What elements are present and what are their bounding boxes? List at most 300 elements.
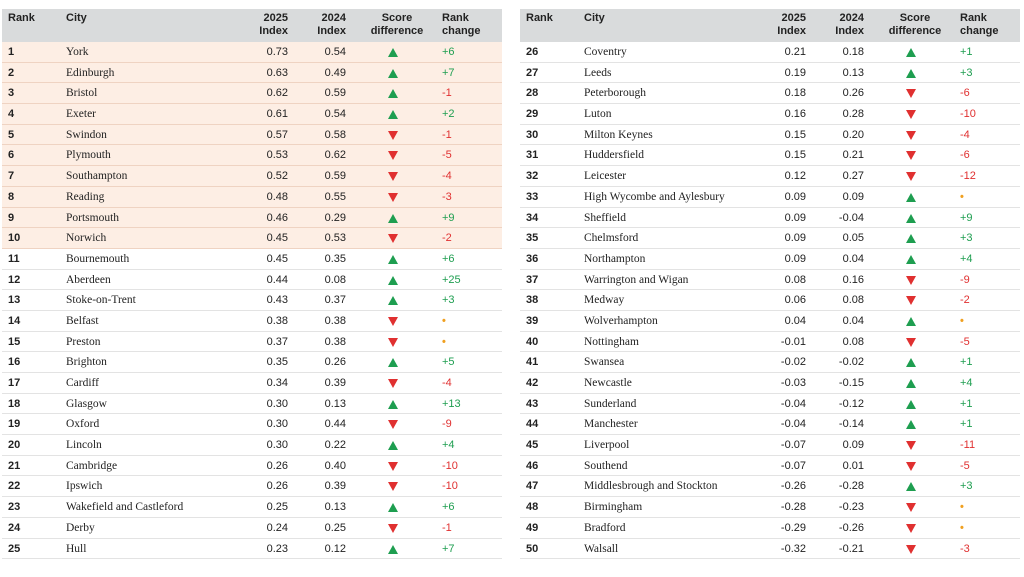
cell-rank: 6 bbox=[8, 149, 15, 162]
table-row bbox=[2, 456, 502, 477]
cell-2024-index: 0.21 bbox=[842, 149, 864, 162]
table-row bbox=[520, 83, 1020, 104]
triangle-up-icon bbox=[906, 193, 916, 202]
header-2025-index: 2025 Index bbox=[777, 12, 806, 37]
triangle-down-icon bbox=[388, 379, 398, 388]
table-row bbox=[2, 208, 502, 229]
triangle-down-icon bbox=[906, 524, 916, 533]
triangle-down-icon bbox=[388, 193, 398, 202]
cell-rank: 24 bbox=[8, 521, 21, 534]
cell-city: Middlesbrough and Stockton bbox=[584, 480, 718, 493]
cell-rank: 34 bbox=[526, 211, 539, 224]
cell-city: Birmingham bbox=[584, 501, 643, 514]
cell-rank: 48 bbox=[526, 501, 539, 514]
cell-score-difference bbox=[904, 86, 918, 100]
cell-2024-index: 0.08 bbox=[324, 273, 346, 286]
table-row bbox=[2, 270, 502, 291]
cell-rank: 47 bbox=[526, 480, 539, 493]
cell-2024-index: 0.22 bbox=[324, 439, 346, 452]
table-row bbox=[520, 187, 1020, 208]
cell-rank: 38 bbox=[526, 294, 539, 307]
cell-2025-index: -0.26 bbox=[780, 480, 806, 493]
triangle-down-icon bbox=[906, 110, 916, 119]
cell-rank: 26 bbox=[526, 46, 539, 58]
triangle-down-icon bbox=[906, 338, 916, 347]
cell-2024-index: 0.13 bbox=[842, 66, 864, 79]
cell-rank: 39 bbox=[526, 314, 539, 327]
triangle-down-icon bbox=[388, 172, 398, 181]
cell-2024-index: 0.59 bbox=[324, 170, 346, 183]
cell-rank-change: -10 bbox=[960, 108, 976, 121]
cell-2025-index: 0.16 bbox=[784, 108, 806, 121]
cell-score-difference bbox=[386, 107, 400, 121]
cell-2024-index: 0.27 bbox=[842, 170, 864, 183]
cell-rank-change: • bbox=[960, 314, 964, 327]
table-row bbox=[2, 228, 502, 249]
cell-2024-index: 0.59 bbox=[324, 87, 346, 100]
cell-2024-index: 0.01 bbox=[842, 459, 864, 472]
cell-rank-change: +6 bbox=[442, 501, 455, 514]
cell-rank-change: -4 bbox=[960, 128, 970, 141]
cell-score-difference bbox=[904, 293, 918, 307]
cell-2025-index: -0.04 bbox=[780, 397, 806, 410]
cell-2025-index: 0.63 bbox=[266, 66, 288, 79]
cell-2024-index: 0.16 bbox=[842, 273, 864, 286]
cell-score-difference bbox=[386, 417, 400, 431]
table-body bbox=[520, 42, 1020, 559]
cell-city: Norwich bbox=[66, 232, 107, 245]
cell-city: Walsall bbox=[584, 542, 619, 555]
triangle-up-icon bbox=[906, 214, 916, 223]
cell-2025-index: 0.57 bbox=[266, 128, 288, 141]
cell-2025-index: 0.61 bbox=[266, 108, 288, 121]
triangle-down-icon bbox=[388, 131, 398, 140]
cell-city: Liverpool bbox=[584, 439, 630, 452]
cell-rank: 33 bbox=[526, 190, 539, 203]
cell-score-difference bbox=[386, 231, 400, 245]
cell-rank-change: +6 bbox=[442, 252, 455, 265]
cell-rank: 19 bbox=[8, 418, 21, 431]
cell-city: Manchester bbox=[584, 418, 638, 431]
cell-2025-index: -0.07 bbox=[780, 439, 806, 452]
triangle-down-icon bbox=[906, 462, 916, 471]
cell-rank: 22 bbox=[8, 480, 21, 493]
cell-score-difference bbox=[386, 335, 400, 349]
cell-2025-index: 0.46 bbox=[266, 211, 288, 224]
triangle-down-icon bbox=[388, 524, 398, 533]
cell-city: Southend bbox=[584, 459, 628, 472]
cell-2025-index: 0.48 bbox=[266, 190, 288, 203]
header-rank: Rank bbox=[8, 12, 35, 24]
cell-rank-change: -6 bbox=[960, 87, 970, 100]
table-row bbox=[2, 311, 502, 332]
cell-2024-index: 0.38 bbox=[324, 314, 346, 327]
triangle-up-icon bbox=[388, 400, 398, 409]
triangle-up-icon bbox=[906, 420, 916, 429]
cell-2024-index: -0.28 bbox=[838, 480, 864, 493]
cell-rank-change: +3 bbox=[442, 294, 455, 307]
table-row bbox=[2, 476, 502, 497]
cell-2025-index: -0.04 bbox=[780, 418, 806, 431]
cell-2024-index: -0.23 bbox=[838, 501, 864, 514]
cell-score-difference bbox=[386, 500, 400, 514]
cell-rank: 42 bbox=[526, 377, 539, 389]
cell-city: Northampton bbox=[584, 252, 646, 265]
cell-rank-change: -11 bbox=[960, 439, 976, 452]
cell-city: Hull bbox=[66, 542, 87, 555]
cell-2024-index: 0.25 bbox=[324, 521, 346, 534]
triangle-up-icon bbox=[388, 296, 398, 305]
table-row bbox=[520, 373, 1020, 394]
cell-2025-index: 0.09 bbox=[784, 211, 806, 224]
cell-2024-index: 0.08 bbox=[842, 294, 864, 307]
cell-rank-change: -1 bbox=[442, 87, 452, 100]
cell-score-difference bbox=[386, 273, 400, 287]
cell-score-difference bbox=[904, 128, 918, 142]
header-2024-index: 2024 Index bbox=[317, 12, 346, 37]
cell-rank: 35 bbox=[526, 232, 539, 245]
cell-city: Reading bbox=[66, 190, 105, 203]
cell-rank-change: -10 bbox=[442, 459, 458, 472]
cell-2024-index: 0.04 bbox=[842, 252, 864, 265]
triangle-up-icon bbox=[906, 48, 916, 57]
cell-2024-index: 0.40 bbox=[324, 459, 346, 472]
cell-score-difference bbox=[386, 293, 400, 307]
cell-city: Oxford bbox=[66, 418, 100, 431]
table-row bbox=[2, 104, 502, 125]
cell-rank: 7 bbox=[8, 170, 15, 183]
cell-rank: 37 bbox=[526, 273, 539, 286]
table-row bbox=[2, 518, 502, 539]
cell-2025-index: 0.30 bbox=[266, 439, 288, 452]
cell-2025-index: 0.62 bbox=[266, 87, 288, 100]
cell-rank-change: -5 bbox=[960, 335, 970, 348]
cell-rank-change: -9 bbox=[442, 418, 452, 431]
triangle-down-icon bbox=[388, 420, 398, 429]
triangle-up-icon bbox=[388, 214, 398, 223]
cell-city: Bournemouth bbox=[66, 252, 130, 265]
cell-score-difference bbox=[386, 190, 400, 204]
cell-score-difference bbox=[904, 542, 918, 556]
cell-2025-index: 0.35 bbox=[266, 356, 288, 369]
triangle-up-icon bbox=[388, 110, 398, 119]
cell-2025-index: 0.09 bbox=[784, 190, 806, 203]
cell-2024-index: 0.62 bbox=[324, 149, 346, 162]
cell-2025-index: 0.38 bbox=[266, 314, 288, 327]
cell-rank-change: • bbox=[960, 501, 964, 514]
cell-2025-index: 0.26 bbox=[266, 480, 288, 493]
cell-rank-change: -3 bbox=[442, 190, 452, 203]
triangle-up-icon bbox=[388, 276, 398, 285]
triangle-down-icon bbox=[906, 131, 916, 140]
triangle-down-icon bbox=[388, 151, 398, 160]
cell-score-difference bbox=[904, 314, 918, 328]
table-row bbox=[520, 63, 1020, 84]
triangle-up-icon bbox=[388, 503, 398, 512]
cell-score-difference bbox=[904, 521, 918, 535]
cell-2025-index: 0.30 bbox=[266, 418, 288, 431]
cell-rank-change: -1 bbox=[442, 128, 452, 141]
table-row bbox=[520, 270, 1020, 291]
cell-rank-change: -4 bbox=[442, 377, 452, 389]
cell-2024-index: 0.53 bbox=[324, 232, 346, 245]
header-2025-index: 2025 Index bbox=[259, 12, 288, 37]
cell-2024-index: 0.12 bbox=[324, 542, 346, 555]
cell-score-difference bbox=[386, 542, 400, 556]
cell-2024-index: 0.28 bbox=[842, 108, 864, 121]
triangle-down-icon bbox=[388, 317, 398, 326]
cell-2025-index: 0.26 bbox=[266, 459, 288, 472]
table-row bbox=[2, 63, 502, 84]
triangle-up-icon bbox=[906, 358, 916, 367]
table-row bbox=[520, 42, 1020, 63]
cell-rank-change: -9 bbox=[960, 273, 970, 286]
cell-rank: 4 bbox=[8, 108, 15, 121]
table-row bbox=[2, 125, 502, 146]
header-score-difference: Score difference bbox=[888, 12, 942, 37]
table-row bbox=[2, 187, 502, 208]
cell-2024-index: -0.15 bbox=[838, 377, 864, 389]
table-row bbox=[520, 125, 1020, 146]
cell-rank: 13 bbox=[8, 294, 21, 307]
cell-rank: 2 bbox=[8, 66, 15, 79]
cell-rank-change: -5 bbox=[442, 149, 452, 162]
cell-rank-change: +2 bbox=[442, 108, 455, 121]
triangle-up-icon bbox=[388, 89, 398, 98]
cell-score-difference bbox=[386, 314, 400, 328]
cell-rank: 30 bbox=[526, 128, 539, 141]
cell-city: Peterborough bbox=[584, 87, 646, 100]
cell-2025-index: 0.21 bbox=[784, 46, 806, 58]
table-row bbox=[520, 414, 1020, 435]
cell-city: Aberdeen bbox=[66, 273, 111, 286]
triangle-up-icon bbox=[906, 400, 916, 409]
cell-rank-change: -10 bbox=[442, 480, 458, 493]
cell-score-difference bbox=[386, 521, 400, 535]
cell-rank: 44 bbox=[526, 418, 539, 431]
cell-score-difference bbox=[904, 169, 918, 183]
cell-2025-index: 0.44 bbox=[266, 273, 288, 286]
cell-2025-index: 0.23 bbox=[266, 542, 288, 555]
cell-2024-index: 0.04 bbox=[842, 314, 864, 327]
table-row bbox=[2, 373, 502, 394]
cell-score-difference bbox=[904, 148, 918, 162]
cell-2024-index: -0.21 bbox=[838, 542, 864, 555]
cell-rank: 18 bbox=[8, 397, 21, 410]
table-row bbox=[520, 352, 1020, 373]
table-row bbox=[520, 166, 1020, 187]
cell-2025-index: 0.25 bbox=[266, 501, 288, 514]
cell-city: York bbox=[66, 46, 89, 58]
triangle-up-icon bbox=[906, 379, 916, 388]
cell-2025-index: 0.08 bbox=[784, 273, 806, 286]
cell-score-difference bbox=[386, 86, 400, 100]
cell-rank-change: +4 bbox=[960, 377, 973, 389]
cell-rank-change: -3 bbox=[960, 542, 970, 555]
cell-score-difference bbox=[386, 459, 400, 473]
cell-2025-index: 0.37 bbox=[266, 335, 288, 348]
triangle-down-icon bbox=[906, 89, 916, 98]
cell-city: Ipswich bbox=[66, 480, 103, 493]
cell-score-difference bbox=[386, 438, 400, 452]
cell-rank: 9 bbox=[8, 211, 15, 224]
cell-city: Milton Keynes bbox=[584, 128, 653, 141]
cell-rank: 40 bbox=[526, 335, 539, 348]
cell-rank: 27 bbox=[526, 66, 539, 79]
cell-rank-change: -6 bbox=[960, 149, 970, 162]
cell-city: Chelmsford bbox=[584, 232, 639, 245]
cell-rank: 41 bbox=[526, 356, 539, 369]
table-row bbox=[2, 497, 502, 518]
cell-rank: 16 bbox=[8, 356, 21, 369]
cell-rank-change: +5 bbox=[442, 356, 455, 369]
cell-city: Cambridge bbox=[66, 459, 118, 472]
cell-2024-index: -0.14 bbox=[838, 418, 864, 431]
cell-score-difference bbox=[386, 45, 400, 59]
table-row bbox=[2, 145, 502, 166]
cell-2025-index: 0.34 bbox=[266, 377, 288, 389]
table-row bbox=[520, 145, 1020, 166]
cell-2025-index: -0.32 bbox=[780, 542, 806, 555]
cell-rank: 31 bbox=[526, 149, 539, 162]
cell-2024-index: -0.26 bbox=[838, 521, 864, 534]
header-rank-change: Rank change bbox=[960, 12, 999, 37]
cell-2025-index: -0.29 bbox=[780, 521, 806, 534]
table-row bbox=[520, 539, 1020, 560]
cell-2024-index: 0.26 bbox=[842, 87, 864, 100]
table-row bbox=[520, 311, 1020, 332]
cell-rank: 28 bbox=[526, 87, 539, 100]
cell-rank-change: +1 bbox=[960, 397, 973, 410]
cell-city: Sheffield bbox=[584, 211, 626, 224]
cell-rank-change: -4 bbox=[442, 170, 452, 183]
cell-city: Stoke-on-Trent bbox=[66, 294, 136, 307]
triangle-up-icon bbox=[388, 255, 398, 264]
cell-2024-index: 0.09 bbox=[842, 439, 864, 452]
cell-rank: 43 bbox=[526, 397, 539, 410]
cell-2025-index: -0.02 bbox=[780, 356, 806, 369]
triangle-down-icon bbox=[906, 172, 916, 181]
triangle-down-icon bbox=[388, 462, 398, 471]
cell-city: Cardiff bbox=[66, 377, 100, 389]
table-header bbox=[520, 9, 1020, 42]
table-row bbox=[2, 332, 502, 353]
triangle-down-icon bbox=[388, 482, 398, 491]
triangle-down-icon bbox=[906, 441, 916, 450]
cell-score-difference bbox=[904, 417, 918, 431]
cell-score-difference bbox=[386, 252, 400, 266]
cell-2024-index: 0.44 bbox=[324, 418, 346, 431]
cell-rank: 5 bbox=[8, 128, 15, 141]
cell-city: Leeds bbox=[584, 66, 612, 79]
cell-2025-index: 0.24 bbox=[266, 521, 288, 534]
table-row bbox=[2, 414, 502, 435]
cell-rank: 12 bbox=[8, 273, 21, 286]
cell-city: Wolverhampton bbox=[584, 314, 658, 327]
cell-rank-change: +4 bbox=[960, 252, 973, 265]
cell-score-difference bbox=[386, 148, 400, 162]
cell-rank-change: +25 bbox=[442, 273, 461, 286]
triangle-up-icon bbox=[906, 482, 916, 491]
cell-city: Huddersfield bbox=[584, 149, 645, 162]
cell-rank-change: • bbox=[960, 190, 964, 203]
table-row bbox=[2, 539, 502, 560]
header-city: City bbox=[584, 12, 605, 24]
triangle-up-icon bbox=[906, 255, 916, 264]
cell-city: Plymouth bbox=[66, 149, 111, 162]
triangle-down-icon bbox=[388, 338, 398, 347]
cell-rank-change: +7 bbox=[442, 66, 455, 79]
table-row bbox=[520, 456, 1020, 477]
cell-2025-index: 0.19 bbox=[784, 66, 806, 79]
cell-rank: 21 bbox=[8, 459, 21, 472]
cell-city: Brighton bbox=[66, 356, 107, 369]
header-rank-change: Rank change bbox=[442, 12, 481, 37]
cell-city: Wakefield and Castleford bbox=[66, 501, 184, 514]
cell-city: Bristol bbox=[66, 87, 98, 100]
cell-rank-change: +1 bbox=[960, 46, 973, 58]
cell-city: Bradford bbox=[584, 521, 626, 534]
cell-rank: 49 bbox=[526, 521, 539, 534]
cell-score-difference bbox=[386, 376, 400, 390]
cell-score-difference bbox=[904, 231, 918, 245]
cell-rank: 25 bbox=[8, 542, 21, 555]
cell-city: Preston bbox=[66, 335, 101, 348]
cell-2024-index: 0.38 bbox=[324, 335, 346, 348]
table-row bbox=[520, 290, 1020, 311]
cell-rank: 36 bbox=[526, 252, 539, 265]
table-row bbox=[520, 518, 1020, 539]
cell-2024-index: -0.04 bbox=[838, 211, 864, 224]
table-row bbox=[520, 228, 1020, 249]
triangle-up-icon bbox=[388, 358, 398, 367]
cell-rank-change: -12 bbox=[960, 170, 976, 183]
cell-2025-index: 0.09 bbox=[784, 252, 806, 265]
triangle-down-icon bbox=[906, 151, 916, 160]
cell-2025-index: 0.15 bbox=[784, 128, 806, 141]
triangle-up-icon bbox=[388, 69, 398, 78]
cell-rank-change: +7 bbox=[442, 542, 455, 555]
cell-2024-index: 0.54 bbox=[324, 46, 346, 58]
table-body bbox=[2, 42, 502, 559]
cell-city: Sunderland bbox=[584, 397, 637, 410]
cell-rank-change: +1 bbox=[960, 418, 973, 431]
cell-score-difference bbox=[904, 479, 918, 493]
cell-2024-index: 0.09 bbox=[842, 190, 864, 203]
cell-city: Exeter bbox=[66, 108, 97, 121]
cell-city: Swansea bbox=[584, 356, 625, 369]
cell-2025-index: 0.43 bbox=[266, 294, 288, 307]
table-row bbox=[2, 83, 502, 104]
cell-2025-index: -0.01 bbox=[780, 335, 806, 348]
cell-2025-index: 0.12 bbox=[784, 170, 806, 183]
cell-rank-change: +3 bbox=[960, 66, 973, 79]
cell-2025-index: 0.04 bbox=[784, 314, 806, 327]
cell-rank-change: • bbox=[960, 521, 964, 534]
cell-score-difference bbox=[904, 438, 918, 452]
cell-score-difference bbox=[386, 479, 400, 493]
cell-score-difference bbox=[386, 211, 400, 225]
cell-rank-change: -5 bbox=[960, 459, 970, 472]
cell-2025-index: 0.18 bbox=[784, 87, 806, 100]
cell-score-difference bbox=[904, 45, 918, 59]
cell-rank: 15 bbox=[8, 335, 21, 348]
cell-2024-index: 0.20 bbox=[842, 128, 864, 141]
table-row bbox=[2, 352, 502, 373]
cell-2024-index: 0.39 bbox=[324, 480, 346, 493]
cell-2024-index: 0.55 bbox=[324, 190, 346, 203]
cell-score-difference bbox=[904, 335, 918, 349]
